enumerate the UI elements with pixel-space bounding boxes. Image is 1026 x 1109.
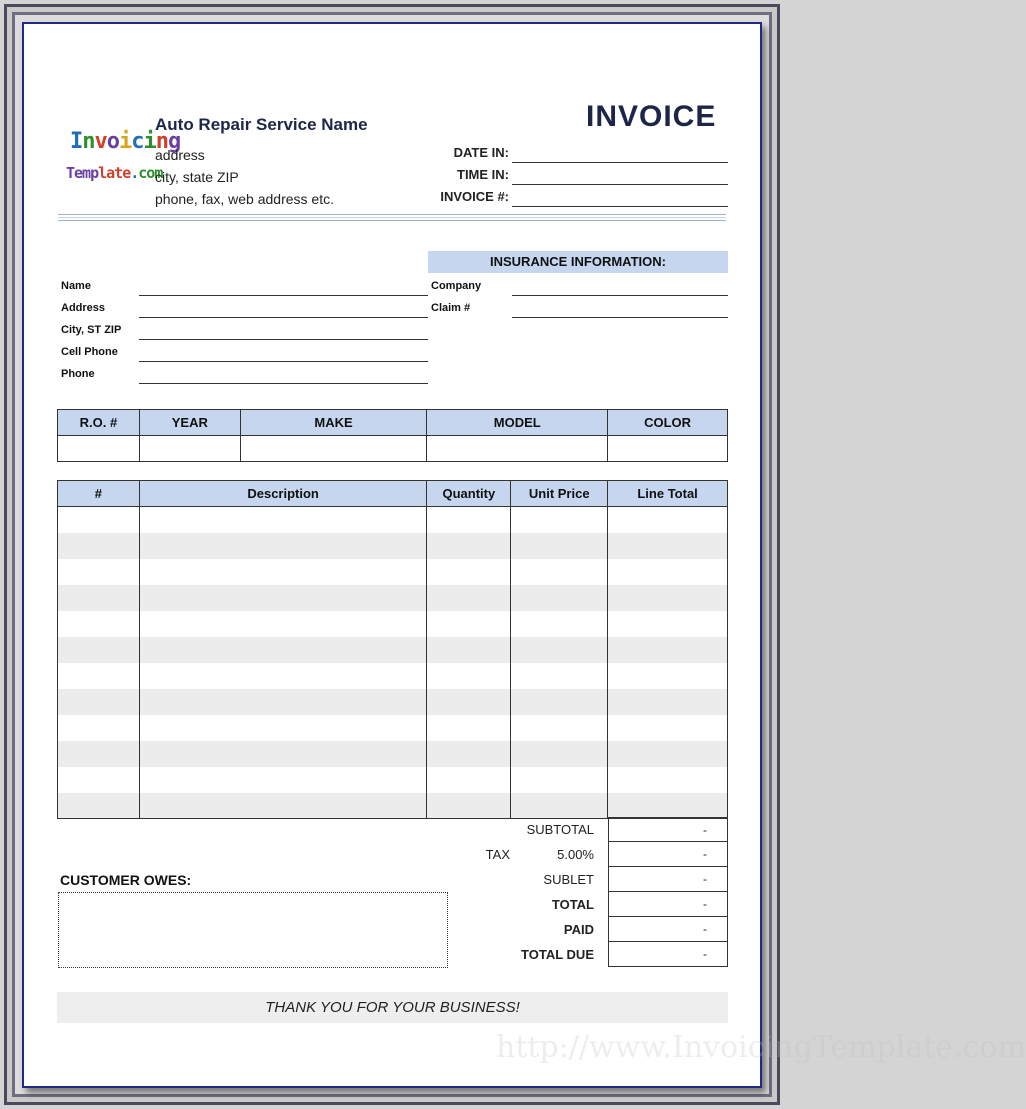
date-in-label: DATE IN: — [453, 145, 509, 160]
paid-value[interactable]: - — [608, 917, 728, 942]
col-ro-number: R.O. # — [58, 410, 140, 436]
business-city: city, state ZIP — [155, 169, 239, 185]
invoice-number-label: INVOICE #: — [440, 189, 509, 204]
customer-owes-label: CUSTOMER OWES: — [60, 872, 192, 888]
company-field[interactable] — [512, 295, 728, 296]
col-color: COLOR — [608, 410, 728, 436]
year-cell[interactable] — [139, 436, 240, 462]
total-label: TOTAL — [551, 897, 594, 912]
vehicle-row — [58, 436, 728, 462]
invoice-sheet — [22, 22, 1026, 1088]
table-row — [58, 507, 728, 533]
table-row — [58, 637, 728, 663]
vehicle-table — [57, 409, 728, 462]
header-rule — [58, 214, 726, 215]
sublet-value[interactable]: - — [608, 867, 728, 892]
customer-address-field[interactable] — [139, 317, 428, 318]
table-row — [58, 611, 728, 637]
col-description: Description — [139, 481, 427, 507]
table-row — [58, 741, 728, 767]
company-label: Company — [431, 280, 482, 292]
customer-phone-field[interactable] — [139, 383, 428, 384]
customer-city-label: City, ST ZIP — [61, 324, 122, 336]
table-row — [58, 793, 728, 819]
business-address: address — [155, 147, 205, 163]
sublet-label: SUBLET — [543, 872, 594, 887]
subtotal-label: SUBTOTAL — [526, 822, 594, 837]
customer-name-label: Name — [61, 280, 91, 292]
customer-address-label: Address — [61, 302, 106, 314]
total-due-value[interactable]: - — [608, 942, 728, 967]
paid-label: PAID — [563, 922, 594, 937]
tax-label: TAX — [485, 847, 510, 862]
time-in-label: TIME IN: — [457, 167, 509, 182]
insurance-header: INSURANCE INFORMATION: — [428, 251, 728, 273]
tax-value[interactable]: - — [608, 842, 728, 867]
customer-phone-label: Phone — [61, 368, 95, 380]
subtotal-value[interactable]: - — [608, 817, 728, 842]
total-value[interactable]: - — [608, 892, 728, 917]
col-year: YEAR — [139, 410, 240, 436]
logo-line-2: Template.com — [66, 164, 163, 182]
col-number: # — [58, 481, 140, 507]
claim-field[interactable] — [512, 317, 728, 318]
business-contact: phone, fax, web address etc. — [155, 191, 334, 207]
table-row — [58, 767, 728, 793]
col-unit-price: Unit Price — [511, 481, 608, 507]
ro-number-cell[interactable] — [58, 436, 140, 462]
table-row — [58, 585, 728, 611]
logo-line-1: Invoicing — [70, 129, 181, 154]
table-row — [58, 689, 728, 715]
col-make: MAKE — [240, 410, 427, 436]
customer-cell-field[interactable] — [139, 361, 428, 362]
total-due-label: TOTAL DUE — [521, 947, 594, 962]
table-row — [58, 533, 728, 559]
customer-owes-box[interactable] — [58, 892, 448, 968]
col-quantity: Quantity — [427, 481, 511, 507]
col-model: MODEL — [427, 410, 608, 436]
header-rule — [58, 220, 726, 221]
model-cell[interactable] — [427, 436, 608, 462]
header-rule — [58, 217, 726, 218]
customer-cell-label: Cell Phone — [61, 346, 118, 358]
business-name: Auto Repair Service Name — [155, 115, 368, 134]
time-in-field[interactable] — [512, 184, 728, 185]
claim-label: Claim # — [431, 302, 471, 314]
table-row — [58, 715, 728, 741]
invoice-title: INVOICE — [586, 100, 717, 133]
thank-you-banner: THANK YOU FOR YOUR BUSINESS! — [57, 992, 728, 1023]
date-in-field[interactable] — [512, 162, 728, 163]
make-cell[interactable] — [240, 436, 427, 462]
invoice-number-field[interactable] — [512, 206, 728, 207]
table-row — [58, 663, 728, 689]
tax-rate[interactable]: 5.00% — [557, 847, 594, 862]
table-row — [58, 559, 728, 585]
customer-name-field[interactable] — [139, 295, 428, 296]
color-cell[interactable] — [608, 436, 728, 462]
col-line-total: Line Total — [608, 481, 728, 507]
line-items-table — [57, 480, 728, 819]
customer-city-field[interactable] — [139, 339, 428, 340]
watermark: http://www.InvoicingTemplate.com — [496, 1030, 1026, 1065]
